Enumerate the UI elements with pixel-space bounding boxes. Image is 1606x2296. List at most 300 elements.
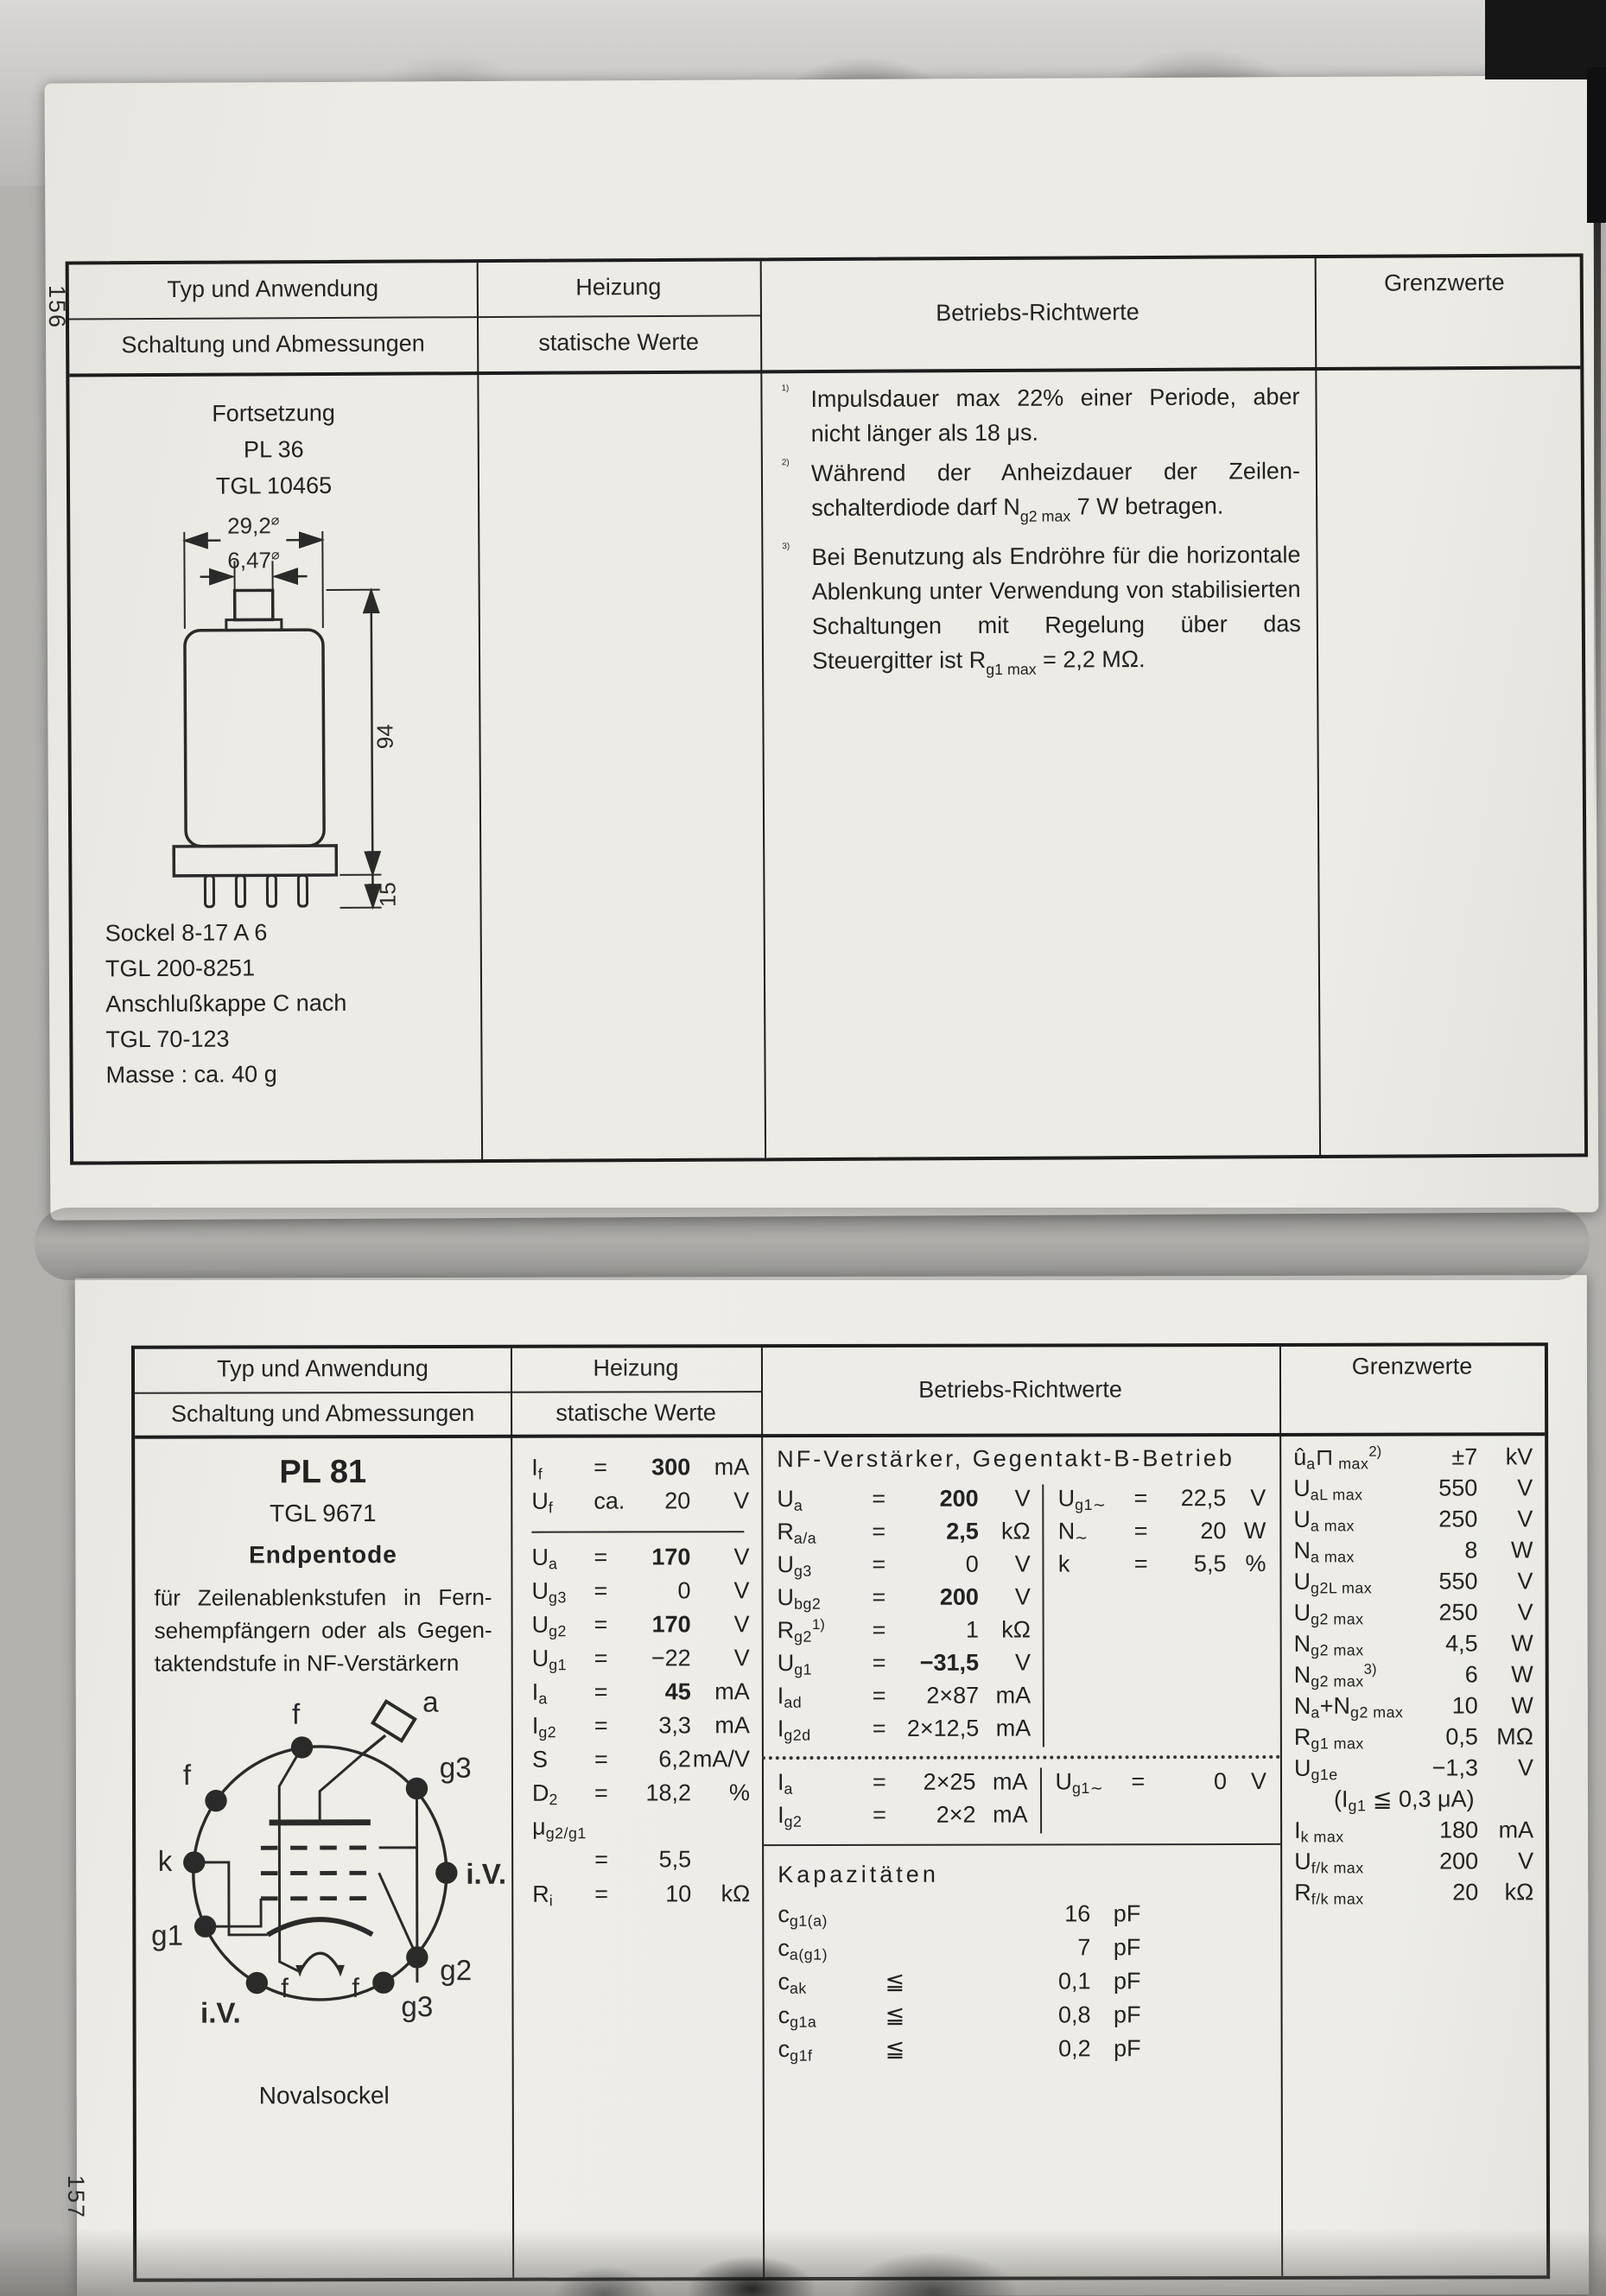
header-split-line — [69, 314, 760, 320]
pin — [236, 875, 244, 906]
unit: V — [1014, 1649, 1032, 1676]
spec-row — [1055, 1767, 1266, 1801]
unit: % — [728, 1779, 751, 1806]
header-typ-anwendung: Typ und Anwendung — [217, 1354, 428, 1382]
dim-cap-label: 6,47⌀ — [227, 547, 280, 574]
value: 20 — [1200, 1518, 1227, 1544]
value: 250 — [1438, 1599, 1478, 1626]
pin-label-k: k — [157, 1845, 172, 1878]
pin-iv-right — [435, 1862, 457, 1883]
betriebs-richtwerte-notes — [781, 379, 1301, 693]
column-heizung — [511, 1434, 763, 2278]
unit: V — [1517, 1475, 1533, 1501]
tube-name: PL 81 — [279, 1454, 367, 1491]
value: 2,5 — [946, 1518, 979, 1544]
column-divider — [1315, 258, 1321, 1155]
value: 5,5 — [658, 1846, 692, 1873]
unit: W — [1511, 1661, 1533, 1688]
unit: mA — [714, 1712, 750, 1739]
value: 0 — [1213, 1768, 1228, 1795]
footnote — [782, 537, 1301, 688]
footnote-segment: Impulsdauer max 22% einer Periode, aber nicht länger als 18 μs. — [810, 384, 1300, 447]
spec-row — [531, 1453, 749, 1487]
unit: mA — [995, 1682, 1032, 1709]
operating-block-1 — [777, 1484, 1266, 1747]
block1-right — [1044, 1484, 1266, 1747]
quantity-label: $U_{g2L max}$ — [1293, 1568, 1373, 1597]
value: 22,5 — [1180, 1485, 1227, 1512]
f-lead — [279, 1747, 302, 1972]
value: 20 — [1452, 1879, 1479, 1906]
noval-socket-diagram — [142, 1683, 505, 2077]
book-spine-shadow — [35, 1208, 1590, 1280]
pin-iv-left — [245, 1972, 267, 1994]
relation-sign: = — [594, 1678, 608, 1705]
relation-sign: = — [594, 1577, 608, 1604]
pin-f-top — [290, 1736, 312, 1758]
unit: V — [1518, 1848, 1534, 1874]
quantity-label: $U_a$ — [531, 1544, 558, 1573]
value: −31,5 — [919, 1649, 980, 1676]
spec-row — [778, 1583, 1031, 1617]
value: 2×87 — [926, 1682, 980, 1709]
spec-row — [1293, 1505, 1533, 1537]
value: 5,5 — [1193, 1551, 1227, 1577]
footnote — [782, 453, 1300, 535]
quantity-label: $R_{g1 max}$ — [1293, 1723, 1364, 1753]
unit: kV — [1505, 1443, 1533, 1470]
datasheet-table-pl81 — [131, 1342, 1550, 2281]
tube-name: PL 36 — [243, 436, 304, 463]
relation-sign: = — [1133, 1518, 1148, 1544]
tube-base — [174, 846, 336, 876]
quantity-label: $U_{f/k max}$ — [1294, 1848, 1364, 1877]
unit: V — [1014, 1485, 1031, 1512]
value: 8 — [1464, 1537, 1478, 1563]
unit: V — [733, 1611, 750, 1638]
quantity-label: $U_{g1}$ — [531, 1645, 568, 1674]
pin-g3-bottom — [372, 1972, 394, 1994]
section-divider — [531, 1531, 744, 1533]
spec-row — [1294, 1816, 1533, 1848]
column-divider — [760, 261, 766, 1158]
relation-sign: = — [1133, 1485, 1148, 1512]
value: 0,8 — [1057, 2001, 1091, 2028]
footnote-segment: 7 W betragen. — [1070, 492, 1224, 520]
value: 170 — [651, 1611, 691, 1638]
relation-sign: = — [872, 1682, 886, 1709]
value: 550 — [1438, 1475, 1478, 1501]
unit: V — [1517, 1506, 1533, 1532]
unit: V — [1250, 1767, 1267, 1794]
spec-row — [532, 1779, 750, 1813]
header-betriebs-richtwerte: Betriebs-Richtwerte — [918, 1376, 1122, 1403]
spec-row — [777, 1551, 1030, 1584]
relation-sign: = — [873, 1801, 886, 1828]
spec-row — [1294, 1847, 1533, 1879]
label-mid: +N — [1319, 1692, 1351, 1719]
spec-row — [778, 1616, 1031, 1650]
footnote-marker: 2) — [781, 458, 790, 468]
capacitance-rows — [778, 1900, 1266, 2069]
spec-row — [1058, 1517, 1266, 1551]
relation-sign: = — [594, 1712, 608, 1739]
pin-g2 — [406, 1946, 428, 1968]
quantity-label: $I_{g2}$ — [778, 1802, 803, 1830]
header-heizung: Heizung — [593, 1354, 679, 1381]
unit: pF — [1114, 2035, 1141, 2062]
heater-values — [531, 1453, 749, 1521]
block2-right — [1041, 1767, 1266, 1834]
table-header — [69, 257, 1581, 377]
heater-arrow — [336, 1965, 345, 1977]
tube-bulb — [185, 630, 324, 847]
unit: W — [1243, 1517, 1266, 1544]
value: 18,2 — [645, 1779, 692, 1806]
relation-sign: = — [594, 1846, 608, 1873]
pin-k — [183, 1851, 205, 1873]
relation-sign: = — [872, 1649, 886, 1676]
pin-label-f-left: f — [182, 1760, 191, 1792]
quantity-label: $c_{g1f}$ — [778, 2036, 813, 2064]
spec-row — [532, 1678, 750, 1712]
header-split-line — [135, 1391, 761, 1394]
value: 200 — [939, 1583, 979, 1610]
dim-outer-label: 29,2⌀ — [227, 512, 280, 539]
relation-sign: = — [872, 1518, 886, 1544]
unit: V — [733, 1577, 750, 1604]
unit: pF — [1113, 1900, 1141, 1927]
value: 3,3 — [658, 1712, 691, 1739]
block2-left — [778, 1767, 1042, 1834]
tube-heading — [69, 394, 478, 504]
quantity-label: $I_a$ — [531, 1678, 548, 1708]
value: 180 — [1439, 1817, 1479, 1843]
tube-standard: TGL 10465 — [215, 472, 333, 499]
relation-sign: = — [594, 1454, 608, 1481]
unit: pF — [1114, 2001, 1141, 2028]
value: 45 — [664, 1678, 691, 1705]
fortsetzung-label: Fortsetzung — [212, 399, 335, 427]
footnote-segment: Bei Benutzung als Endröhre für die horizontale Ablenkung unter Verwendung von stabilisierten Schaltungen mit Regelung über das Steuergitter ist R — [811, 542, 1301, 675]
quantity-label: $D_2$ — [531, 1779, 558, 1809]
unit: V — [1517, 1599, 1533, 1626]
spec-row — [532, 1644, 750, 1678]
dim-pins-label: 15 — [374, 882, 401, 908]
spec-row — [1293, 1443, 1533, 1475]
page-number-156: 156 — [44, 284, 71, 330]
spec-row — [531, 1543, 749, 1577]
pin-f-left — [205, 1790, 226, 1811]
value: 0,1 — [1057, 1968, 1091, 1995]
quantity-label: k — [1057, 1551, 1070, 1577]
pin-label-iv-left: i.V. — [200, 1997, 241, 2030]
anode-cap — [235, 590, 273, 619]
value: −1,3 — [1431, 1754, 1478, 1781]
unit: W — [1511, 1630, 1533, 1657]
spec-row — [778, 1682, 1031, 1716]
relation-sign: = — [594, 1779, 608, 1806]
dotted-divider — [762, 1755, 1280, 1760]
pin — [298, 875, 307, 906]
spec-row — [778, 1933, 1140, 1968]
unit: mA — [714, 1454, 750, 1481]
relation-sign: = — [594, 1611, 608, 1638]
quantity-label: $û_a⊓$ $_{max}^{2)}$ — [1293, 1443, 1382, 1473]
column-betriebs-richtwerte — [761, 1433, 1281, 2277]
socket-info — [105, 915, 347, 1093]
page-number-157: 157 — [63, 2174, 90, 2220]
relation-sign: = — [872, 1616, 886, 1643]
quantity-label: $U_{g1}$ — [777, 1650, 813, 1678]
relation-sign: ≦ — [885, 1968, 905, 1995]
quantity-label: $N_\sim$ — [1057, 1518, 1089, 1547]
value: 2×12,5 — [906, 1715, 980, 1741]
quantity-label: $U_{g2}$ — [531, 1611, 567, 1640]
heater — [300, 1953, 340, 1972]
spec-row — [778, 1967, 1140, 2001]
page-edge-shadow — [1594, 223, 1601, 828]
quantity-label: $U_f$ — [531, 1487, 554, 1517]
socket-info-line: Sockel 8-17 A 6 — [105, 919, 268, 947]
pin-label-iv-right: i.V. — [465, 1858, 506, 1891]
relation-sign: = — [1133, 1551, 1148, 1577]
tube-kind: Endpentode — [249, 1541, 397, 1569]
value: 0 — [677, 1577, 691, 1604]
operating-mode-title: NF-Verstärker, Gegentakt-B-Betrieb — [777, 1445, 1235, 1473]
value: ±7 — [1451, 1443, 1478, 1470]
unit: V — [1250, 1484, 1266, 1511]
spec-row — [1294, 1754, 1533, 1785]
quantity-label: $R_{a/a}$ — [777, 1519, 817, 1547]
datasheet-table-pl36 — [66, 253, 1588, 1164]
spec-row — [777, 1485, 1030, 1519]
spec-row — [532, 1846, 750, 1881]
relation-sign: = — [594, 1645, 608, 1671]
spec-row — [1293, 1474, 1533, 1506]
spec-row — [532, 1711, 750, 1746]
relation-sign: ≦ — [885, 2001, 905, 2028]
header-schaltung-abmessungen: Schaltung und Abmessungen — [170, 1399, 475, 1427]
unit: W — [1510, 1537, 1533, 1563]
unit: kΩ — [1001, 1518, 1031, 1544]
quantity-label: S — [531, 1746, 548, 1773]
spec-row — [531, 1487, 749, 1521]
spec-row — [1294, 1629, 1533, 1661]
value: 170 — [651, 1544, 691, 1570]
spec-row — [778, 1801, 1028, 1835]
unit: mA — [995, 1715, 1032, 1741]
unit: MΩ — [1496, 1723, 1533, 1750]
value: 6 — [1464, 1661, 1478, 1688]
header-schaltung-abmessungen: Schaltung und Abmessungen — [121, 330, 425, 358]
value: 2×2 — [936, 1801, 976, 1828]
spec-row — [778, 1768, 1028, 1802]
relation-sign: = — [872, 1583, 886, 1610]
unit: kΩ — [720, 1881, 751, 1907]
quantity-label: $U_{g1\sim}$ — [1057, 1485, 1107, 1514]
spec-row — [1294, 1722, 1533, 1754]
value: −22 — [651, 1645, 691, 1671]
scan-edge-bar — [1587, 67, 1606, 223]
quantity-label: $U_{g1e}$ — [1293, 1754, 1338, 1784]
pin — [205, 876, 213, 907]
header-grenzwerte: Grenzwerte — [1383, 269, 1505, 296]
quantity-label: $R_i$ — [532, 1881, 554, 1910]
footnote-segment: Während der Anheizdauer der Zeilenschalterdiode darf N — [810, 458, 1301, 522]
unit: pF — [1113, 1934, 1141, 1961]
label-mid: ⊓ — [1315, 1443, 1334, 1470]
value: 200 — [939, 1485, 979, 1512]
capacitances-title: Kapazitäten — [778, 1861, 939, 1888]
page-157 — [75, 1275, 1589, 2296]
footnote-text — [811, 537, 1301, 688]
unit: kΩ — [1504, 1879, 1534, 1906]
unit: V — [1014, 1551, 1031, 1577]
value: 4,5 — [1445, 1630, 1478, 1657]
page-156 — [45, 75, 1599, 1220]
pin-label-g1: g1 — [150, 1919, 183, 1952]
static-values — [531, 1543, 750, 1914]
value: 300 — [651, 1454, 691, 1481]
unit: V — [1517, 1568, 1533, 1595]
table-header — [135, 1346, 1545, 1438]
value: 10 — [1451, 1692, 1478, 1719]
header-statische-werte: statische Werte — [555, 1399, 716, 1426]
heater-label-left: f — [280, 1973, 289, 2004]
tube-standard: TGL 9671 — [270, 1500, 377, 1527]
spec-row — [778, 2001, 1141, 2035]
footnote-text — [810, 379, 1299, 451]
anode-lead — [320, 1754, 363, 1823]
spec-row — [532, 1880, 750, 1914]
spec-row — [1294, 1878, 1533, 1910]
unit: % — [1245, 1550, 1266, 1576]
value: 16 — [1064, 1900, 1091, 1927]
quantity-label: $U_{bg2}$ — [777, 1584, 822, 1613]
quantity-label: $N_{a max}$ — [1293, 1537, 1355, 1566]
quantity-label: $U_{g2 max}$ — [1293, 1599, 1364, 1628]
value: 1 — [965, 1616, 979, 1643]
spec-row — [1058, 1550, 1266, 1583]
socket-info-line: Masse : ca. 40 g — [105, 1061, 277, 1088]
footnote-marker: 1) — [781, 384, 790, 394]
value: 20 — [664, 1487, 691, 1514]
pin — [267, 875, 276, 906]
header-statische-werte: statische Werte — [538, 328, 700, 356]
spec-row — [778, 1649, 1031, 1683]
pin-label-f-top: f — [291, 1698, 300, 1731]
footnote-segment: g1 max — [986, 660, 1037, 679]
quantity-label: $R_{f/k max}$ — [1294, 1879, 1364, 1908]
header-betriebs-richtwerte: Betriebs-Richtwerte — [936, 299, 1139, 327]
pin-label-g2: g2 — [439, 1955, 472, 1988]
label-mid: ≦ 0,3 μA) — [1366, 1785, 1475, 1812]
spec-row — [777, 1518, 1030, 1551]
pin-g3-top — [405, 1778, 427, 1799]
footnote-segment: g2 max — [1019, 507, 1071, 525]
quantity-label: $\mu_{g2/g1}$ — [532, 1813, 587, 1843]
noval-socket-wrap — [136, 1683, 512, 2110]
relation-sign: = — [872, 1551, 886, 1577]
footnote-marker: 3) — [782, 542, 790, 552]
quantity-label: $U_a$ — [777, 1486, 803, 1514]
quantity-label: $I_{g2}$ — [531, 1712, 557, 1741]
dim-height-label: 94 — [371, 724, 398, 750]
unit: V — [733, 1487, 750, 1514]
spec-row — [531, 1576, 749, 1611]
footnote-segment: = 2,2 MΩ. — [1036, 646, 1146, 673]
tube-outline-drawing — [124, 510, 410, 922]
quantity-label: $I_{ad}$ — [777, 1683, 803, 1711]
quantity-label: ($I_{g1}$ ≦ 0,3 μA) — [1334, 1785, 1475, 1815]
spec-row — [532, 1812, 750, 1847]
pin-label-g3-top: g3 — [439, 1752, 472, 1785]
footnote-text — [811, 453, 1300, 535]
value: 10 — [665, 1881, 692, 1907]
scanner-background-bottom — [0, 2229, 1606, 2296]
value: 0 — [965, 1551, 979, 1577]
unit: V — [733, 1544, 750, 1570]
spec-row — [1294, 1691, 1533, 1723]
quantity-label: $c_{g1(a)}$ — [778, 1901, 828, 1930]
unit: mA — [1498, 1817, 1534, 1843]
relation-sign: ca. — [594, 1487, 625, 1514]
quantity-label: $U_{aL max}$ — [1293, 1475, 1363, 1504]
socket-info-line: TGL 70-123 — [105, 1025, 230, 1053]
relation-sign: = — [872, 1715, 886, 1741]
spec-row — [778, 1900, 1140, 1934]
relation-sign: = — [594, 1746, 608, 1773]
quantity-label: $R_{g2}^{1)}$ — [777, 1616, 825, 1646]
pin-label-a: a — [422, 1686, 439, 1719]
quantity-label: $N_{g2 max}^{3)}$ — [1293, 1660, 1377, 1690]
relation-sign: = — [1131, 1768, 1146, 1795]
block1-left — [777, 1484, 1044, 1747]
unit: mA — [714, 1678, 750, 1705]
quantity-label: $U_{g3}$ — [777, 1551, 812, 1580]
relation-sign: = — [594, 1544, 608, 1570]
value: 250 — [1438, 1506, 1478, 1532]
value: 0,2 — [1058, 2035, 1091, 2062]
quantity-label: $U_{a max}$ — [1293, 1506, 1355, 1535]
value: 6,2 — [658, 1746, 691, 1773]
unit: V — [1014, 1583, 1031, 1610]
spec-row — [778, 1715, 1031, 1748]
quantity-label: $N_{g2 max}$ — [1293, 1630, 1364, 1659]
relation-sign: = — [872, 1485, 886, 1512]
spec-row — [532, 1745, 750, 1779]
quantity-label: $c_{ak}$ — [778, 1969, 807, 1997]
column-grenzwerte — [1279, 1432, 1546, 2276]
value: 2×25 — [923, 1768, 976, 1795]
heater-label-right: f — [351, 1972, 359, 2003]
quantity-label: $U_{g3}$ — [531, 1577, 567, 1607]
anode-cap-icon — [362, 1702, 415, 1754]
unit: W — [1511, 1692, 1533, 1719]
value: 550 — [1438, 1568, 1478, 1595]
unit: kΩ — [1001, 1616, 1031, 1643]
cathode-arc — [267, 1919, 371, 1935]
header-grenzwerte: Grenzwerte — [1351, 1353, 1473, 1380]
spec-row — [1294, 1660, 1533, 1692]
quantity-label: $U_{g1\sim}$ — [1055, 1768, 1104, 1798]
quantity-label: $N_a+N_{g2 max}$ — [1293, 1692, 1404, 1722]
column-typ-anwendung — [135, 1435, 512, 2279]
quantity-label: $I_{k max}$ — [1294, 1817, 1344, 1846]
spec-row — [778, 2034, 1141, 2069]
relation-sign: ≦ — [885, 2035, 905, 2062]
